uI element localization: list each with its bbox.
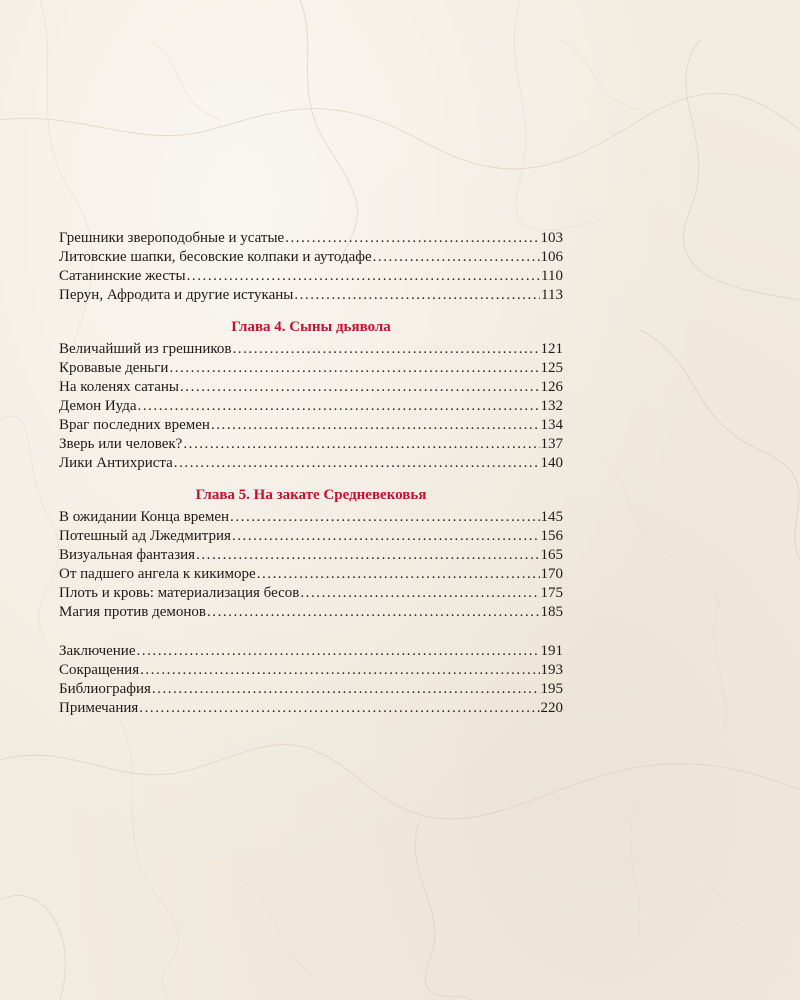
toc-entry-title: Плоть и кровь: материализация бесов bbox=[59, 585, 300, 601]
toc-entry-page: 121 bbox=[540, 341, 563, 357]
toc-entry-title: Грешники звероподобные и усатые bbox=[59, 230, 285, 246]
dot-leader bbox=[169, 359, 539, 378]
toc-entry bbox=[59, 584, 563, 603]
toc-entry bbox=[59, 359, 563, 378]
toc-section-chapter5 bbox=[59, 486, 563, 622]
chapter-heading: Глава 5. На закате Средневековья bbox=[195, 487, 427, 503]
toc-entry bbox=[59, 680, 563, 699]
toc-entry-page: 126 bbox=[540, 379, 563, 395]
toc-entry-title: Магия против демонов bbox=[59, 604, 206, 620]
toc-section-back-matter bbox=[59, 642, 563, 718]
table-of-contents bbox=[59, 229, 563, 718]
toc-entry-page: 110 bbox=[541, 268, 563, 284]
dot-leader bbox=[140, 661, 539, 680]
toc-entry-title: Визуальная фантазия bbox=[59, 547, 196, 563]
toc-entry-page: 165 bbox=[540, 547, 563, 563]
toc-section-chapter3-tail bbox=[59, 229, 563, 305]
toc-entry bbox=[59, 416, 563, 435]
toc-entry-title: В ожидании Конца времен bbox=[59, 509, 230, 525]
toc-section-chapter4 bbox=[59, 318, 563, 473]
toc-entry-title: Величайший из грешников bbox=[59, 341, 232, 357]
toc-entry-title: Литовские шапки, бесовские колпаки и аутодафе bbox=[59, 249, 372, 265]
dot-leader bbox=[232, 527, 540, 546]
toc-entry-title: Лики Антихриста bbox=[59, 455, 173, 471]
toc-entry bbox=[59, 229, 563, 248]
toc-entry bbox=[59, 397, 563, 416]
toc-entry-page: 113 bbox=[541, 287, 563, 303]
toc-entry bbox=[59, 286, 563, 305]
toc-entry-page: 193 bbox=[540, 662, 563, 678]
dot-leader bbox=[180, 378, 540, 397]
dot-leader bbox=[137, 642, 540, 661]
toc-entry-page: 132 bbox=[540, 398, 563, 414]
toc-entry-page: 125 bbox=[540, 360, 563, 376]
toc-entry-page: 185 bbox=[540, 604, 563, 620]
toc-entry bbox=[59, 435, 563, 454]
toc-entry-title: Сатанинские жесты bbox=[59, 268, 186, 284]
dot-leader bbox=[230, 508, 539, 527]
toc-entry-title: От падшего ангела к кикиморе bbox=[59, 566, 256, 582]
dot-leader bbox=[196, 546, 539, 565]
toc-entry-page: 156 bbox=[540, 528, 563, 544]
toc-entry-title: Библиография bbox=[59, 681, 151, 697]
toc-entry bbox=[59, 267, 563, 286]
dot-leader bbox=[187, 267, 540, 286]
toc-entry-title: На коленях сатаны bbox=[59, 379, 179, 395]
toc-entry bbox=[59, 378, 563, 397]
toc-entry bbox=[59, 565, 563, 584]
toc-entry-page: 137 bbox=[540, 436, 563, 452]
toc-entry bbox=[59, 454, 563, 473]
dot-leader bbox=[300, 584, 539, 603]
toc-entry-page: 145 bbox=[540, 509, 563, 525]
dot-leader bbox=[257, 565, 540, 584]
dot-leader bbox=[207, 603, 540, 622]
toc-entry bbox=[59, 508, 563, 527]
dot-leader bbox=[152, 680, 540, 699]
toc-entry-title: Кровавые деньги bbox=[59, 360, 169, 376]
toc-entry-page: 170 bbox=[540, 566, 563, 582]
chapter-heading: Глава 4. Сыны дьявола bbox=[231, 319, 391, 335]
toc-entry bbox=[59, 603, 563, 622]
dot-leader bbox=[233, 340, 540, 359]
toc-entry-title: Враг последних времен bbox=[59, 417, 210, 433]
dot-leader bbox=[139, 699, 539, 718]
section-spacer bbox=[59, 622, 563, 642]
toc-entry-page: 106 bbox=[540, 249, 563, 265]
toc-entry-page: 134 bbox=[540, 417, 563, 433]
toc-entry-page: 220 bbox=[540, 700, 563, 716]
toc-entry-page: 140 bbox=[540, 455, 563, 471]
toc-entry-title: Перун, Афродита и другие истуканы bbox=[59, 287, 294, 303]
toc-entry-page: 175 bbox=[540, 585, 563, 601]
toc-entry-title: Сокращения bbox=[59, 662, 140, 678]
toc-entry bbox=[59, 340, 563, 359]
dot-leader bbox=[285, 229, 539, 248]
toc-entry bbox=[59, 642, 563, 661]
toc-entry-page: 103 bbox=[540, 230, 563, 246]
toc-entry-title: Заключение bbox=[59, 643, 136, 659]
toc-entry bbox=[59, 527, 563, 546]
dot-leader bbox=[174, 454, 540, 473]
toc-entry bbox=[59, 661, 563, 680]
toc-entry bbox=[59, 546, 563, 565]
toc-entry-title: Демон Иуда bbox=[59, 398, 137, 414]
dot-leader bbox=[183, 435, 539, 454]
dot-leader bbox=[138, 397, 540, 416]
toc-entry bbox=[59, 699, 563, 718]
toc-entry bbox=[59, 248, 563, 267]
dot-leader bbox=[373, 248, 540, 267]
dot-leader bbox=[294, 286, 540, 305]
dot-leader bbox=[211, 416, 540, 435]
toc-entry-title: Зверь или человек? bbox=[59, 436, 183, 452]
toc-entry-title: Примечания bbox=[59, 700, 139, 716]
toc-entry-page: 195 bbox=[540, 681, 563, 697]
toc-entry-title: Потешный ад Лжедмитрия bbox=[59, 528, 231, 544]
toc-entry-page: 191 bbox=[540, 643, 563, 659]
